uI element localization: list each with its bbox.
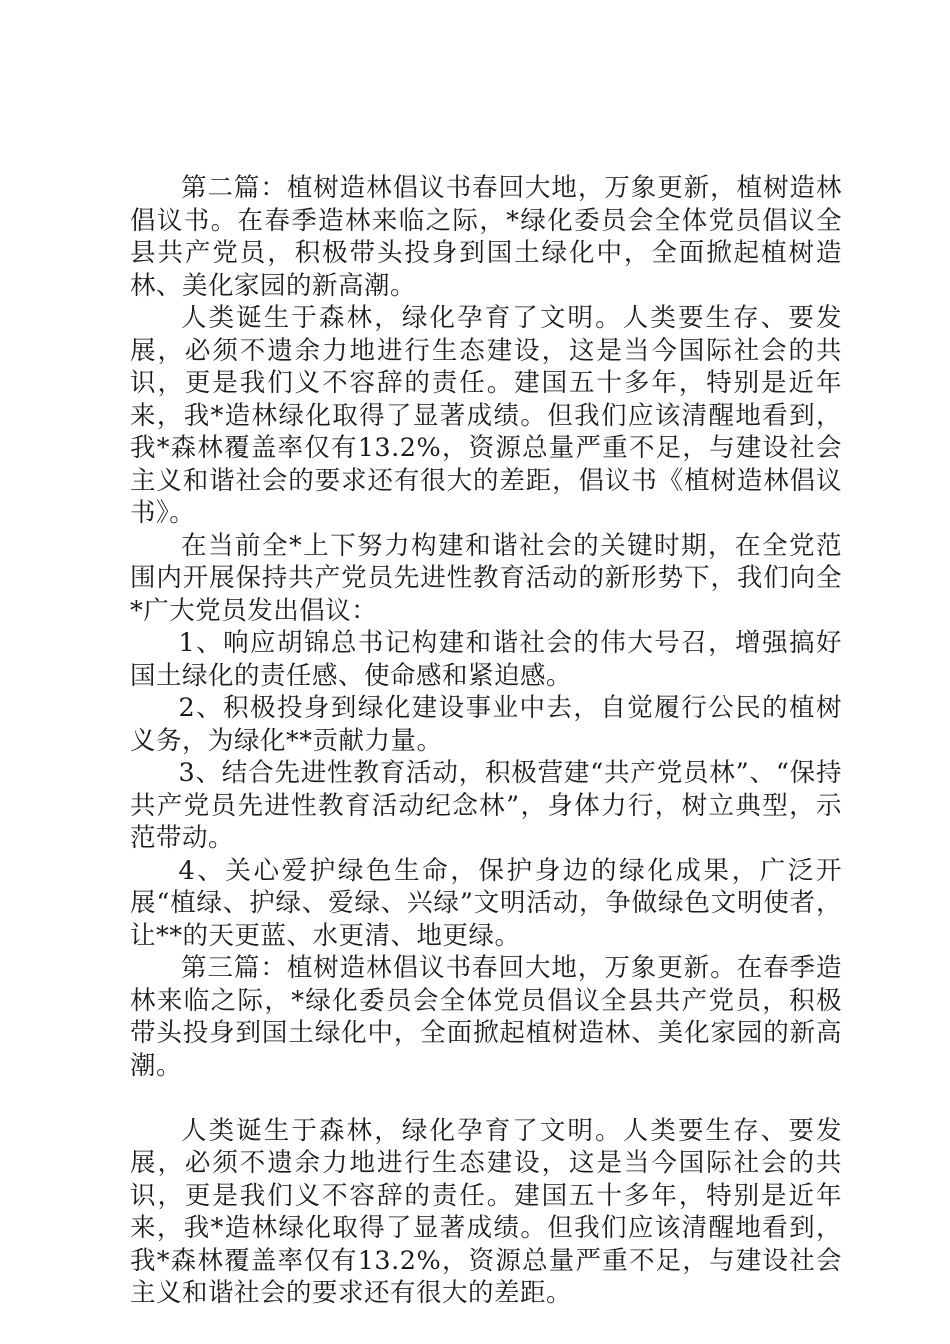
list-item-3: 3、结合先进性教育活动，积极营建“共产党员林”、“保持共产党员先进性教育活动纪念林”，身体力行，树立典型，示范带动。: [130, 758, 842, 853]
list-item-1: 1、响应胡锦总书记构建和谐社会的伟大号召，增强搞好国土绿化的责任感、使命感和紧迫感。: [130, 628, 842, 691]
list-item-4: 4、关心爱护绿色生命，保护身边的绿化成果，广泛开展“植绿、护绿、爱绿、兴绿”文明活动，争做绿色文明使者，让**的天更蓝、水更清、地更绿。: [130, 855, 842, 951]
list-item-2: 2、积极投身到绿化建设事业中去，自觉履行公民的植树义务，为绿化**贡献力量。: [130, 693, 842, 756]
paragraph-chapter-two-intro: 第二篇：植树造林倡议书春回大地，万象更新，植树造林倡议书。在春季造林来临之际，*绿化委员会全体党员倡议全县共产党员，积极带头投身到国土绿化中，全面掀起植树造林、美化家园的新高潮。: [130, 173, 842, 301]
document-body: [130, 172, 842, 1310]
paragraph-call-to-members: 在当前全*上下努力构建和谐社会的关键时期，在全党范围内开展保持共产党员先进性教育活动的新形势下，我们向全*广大党员发出倡议：: [130, 530, 842, 626]
paragraph-forest-civilization: 人类诞生于森林，绿化孕育了文明。人类要生存、要发展，必须不遗余力地进行生态建设，这是当今国际社会的共识，更是我们义不容辞的责任。建国五十多年，特别是近年来，我*造林绿化取得了显著成绩。但我们应该清醒地看到，我*森林覆盖率仅有13.2%，资源总量严重不足，与建设社会主义和谐社会的要求还有很大的差距，倡议书《植树造林倡议书》。: [130, 303, 842, 528]
paragraph-chapter-three-intro: 第三篇：植树造林倡议书春回大地，万象更新。在春季造林来临之际，*绿化委员会全体党员倡议全县共产党员，积极带头投身到国土绿化中，全面掀起植树造林、美化家园的新高潮。: [130, 953, 842, 1081]
paragraph-forest-civilization-repeat: 人类诞生于森林，绿化孕育了文明。人类要生存、要发展，必须不遗余力地进行生态建设，这是当今国际社会的共识，更是我们义不容辞的责任。建国五十多年，特别是近年来，我*造林绿化取得了显著成绩。但我们应该清醒地看到，我*森林覆盖率仅有13.2%，资源总量严重不足，与建设社会主义和谐社会的要求还有很大的差距。: [130, 1115, 842, 1308]
paragraph-spacer: [130, 1082, 842, 1115]
